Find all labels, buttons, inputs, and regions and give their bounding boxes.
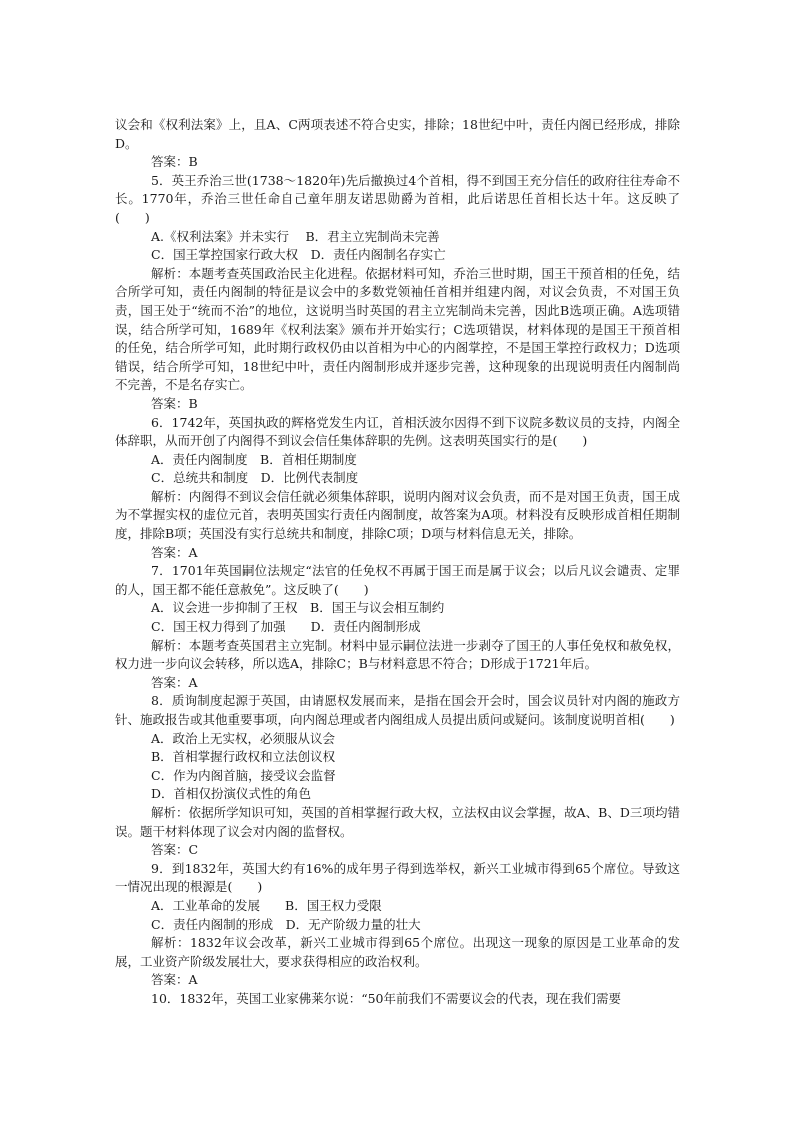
question-10-stem: 10．1832年，英国工业家佛莱尔说：“50年前我们不需要议会的代表，现在我们需要	[151, 990, 622, 1006]
question-stem: 5．英王乔治三世(1738～1820年)先后撤换过4个首相，得不到国王充分信任的政府往往寿命不长。1770年，乔治三世任命自己童年朋友诺思勋爵为首相，此后诺思任首相长达十年。这反映了( )	[115, 172, 680, 225]
intro-answer: 答案：B	[151, 154, 198, 170]
intro-paragraph: 议会和《权利法案》上，且A、C两项表述不符合史实，排除；18世纪中叶，责任内阁已经形成，排除D。	[115, 117, 680, 151]
question-8	[115, 692, 680, 859]
question-analysis: 解析：内阁得不到议会信任就必须集体辞职，说明内阁对议会负责，而不是对国王负责，国王成为不掌握实权的虚位元首，表明英国实行责任内阁制度，故答案为A项。材料没有反映形成首相任期制度，排除B项；英国没有实行总统共和制度，排除C项；D项与材料信息无关，排除。	[115, 488, 680, 542]
question-option: C．国王权力得到了加强 D．责任内阁制形成	[151, 619, 421, 635]
question-option: A．责任内阁制度 B．首相任期制度	[151, 451, 357, 467]
question-analysis: 解析：本题考查英国政治民主化进程。依据材料可知，乔治三世时期，国王干预首相的任免，结合所学可知，责任内阁制的特征是议会中的多数党领袖任首相并组建内阁，对议会负责，不对国王负责，国王处于“统而不治”的地位，这说明当时英国的君主立宪制尚未完善，因此B选项正确。A选项错误，结合所学可知，1689年《权利法案》颁布并开始实行；C选项错误，材料体现的是国王干预首相的任免，结合所学可知，此时期行政权仍由以首相为中心的内阁掌控，不是国王掌控行政权力；D选项错误，结合所学可知，18世纪中叶，责任内阁制形成并逐步完善，这种现象的出现说明责任内阁制尚不完善，不是名存实亡。	[115, 265, 680, 393]
question-9	[115, 860, 680, 990]
question-analysis: 解析：1832年议会改革，新兴工业城市得到65个席位。出现这一现象的原因是工业革命的发展，工业资产阶级发展壮大，要求获得相应的政治权利。	[115, 935, 680, 969]
question-option: A．工业革命的发展 B．国王权力受限	[151, 897, 382, 913]
question-option: B．首相掌握行政权和立法创议权	[151, 749, 336, 765]
question-stem: 9．到1832年，英国大约有16%的成年男子得到选举权，新兴工业城市得到65个席位。导致这一情况出现的根源是( )	[115, 860, 680, 895]
question-option: D．首相仅扮演仪式性的角色	[151, 786, 312, 802]
question-option: C．作为内阁首脑，接受议会监督	[151, 767, 336, 783]
question-answer: 答案：B	[151, 395, 198, 411]
question-answer: 答案：C	[151, 842, 199, 858]
question-answer: 答案：A	[151, 972, 198, 988]
question-option: A.《权利法案》并未实行 B．君主立宪制尚未完善	[151, 228, 440, 244]
question-option: C．总统共和制度 D．比例代表制度	[151, 470, 359, 486]
question-6	[115, 414, 680, 563]
question-option: A．议会进一步抑制了王权 B．国王与议会相互制约	[151, 600, 445, 616]
question-option: A．政治上无实权，必须服从议会	[151, 730, 336, 746]
question-5	[115, 172, 680, 414]
question-stem: 8．质询制度起源于英国，由请愿权发展而来，是指在国会开会时，国会议员针对内阁的施政方针、施政报告或其他重要事项，向内阁总理或者内阁组成人员提出质问或疑问。该制度说明首相( )	[115, 693, 680, 727]
question-answer: 答案：A	[151, 674, 198, 690]
question-option: C．责任内阁制的形成 D．无产阶级力量的壮大	[151, 916, 421, 932]
question-7	[115, 562, 680, 692]
question-analysis: 解析：依据所学知识可知，英国的首相掌握行政大权，立法权由议会掌握，故A、B、D三项均错误。题干材料体现了议会对内阁的监督权。	[115, 804, 680, 839]
question-answer: 答案：A	[151, 544, 198, 560]
document-page	[115, 116, 680, 1009]
question-analysis: 解析：本题考查英国君主立宪制。材料中显示嗣位法进一步剥夺了国王的人事任免权和赦免权，权力进一步向议会转移，所以选A，排除C；B与材料意思不符合；D形成于1721年后。	[115, 637, 680, 672]
question-option: C．国王掌控国家行政大权 D．责任内阁制名存实亡	[151, 247, 446, 263]
question-stem: 7．1701年英国嗣位法规定“法官的任免权不再属于国王而是属于议会；以后凡议会谴责、定罪的人，国王都不能任意赦免”。这反映了( )	[115, 563, 680, 597]
question-stem: 6．1742年，英国执政的辉格党发生内讧，首相沃波尔因得不到下议院多数议员的支持，内阁全体辞职，从而开创了内阁得不到议会信任集体辞职的先例。这表明英国实行的是( )	[115, 414, 680, 449]
